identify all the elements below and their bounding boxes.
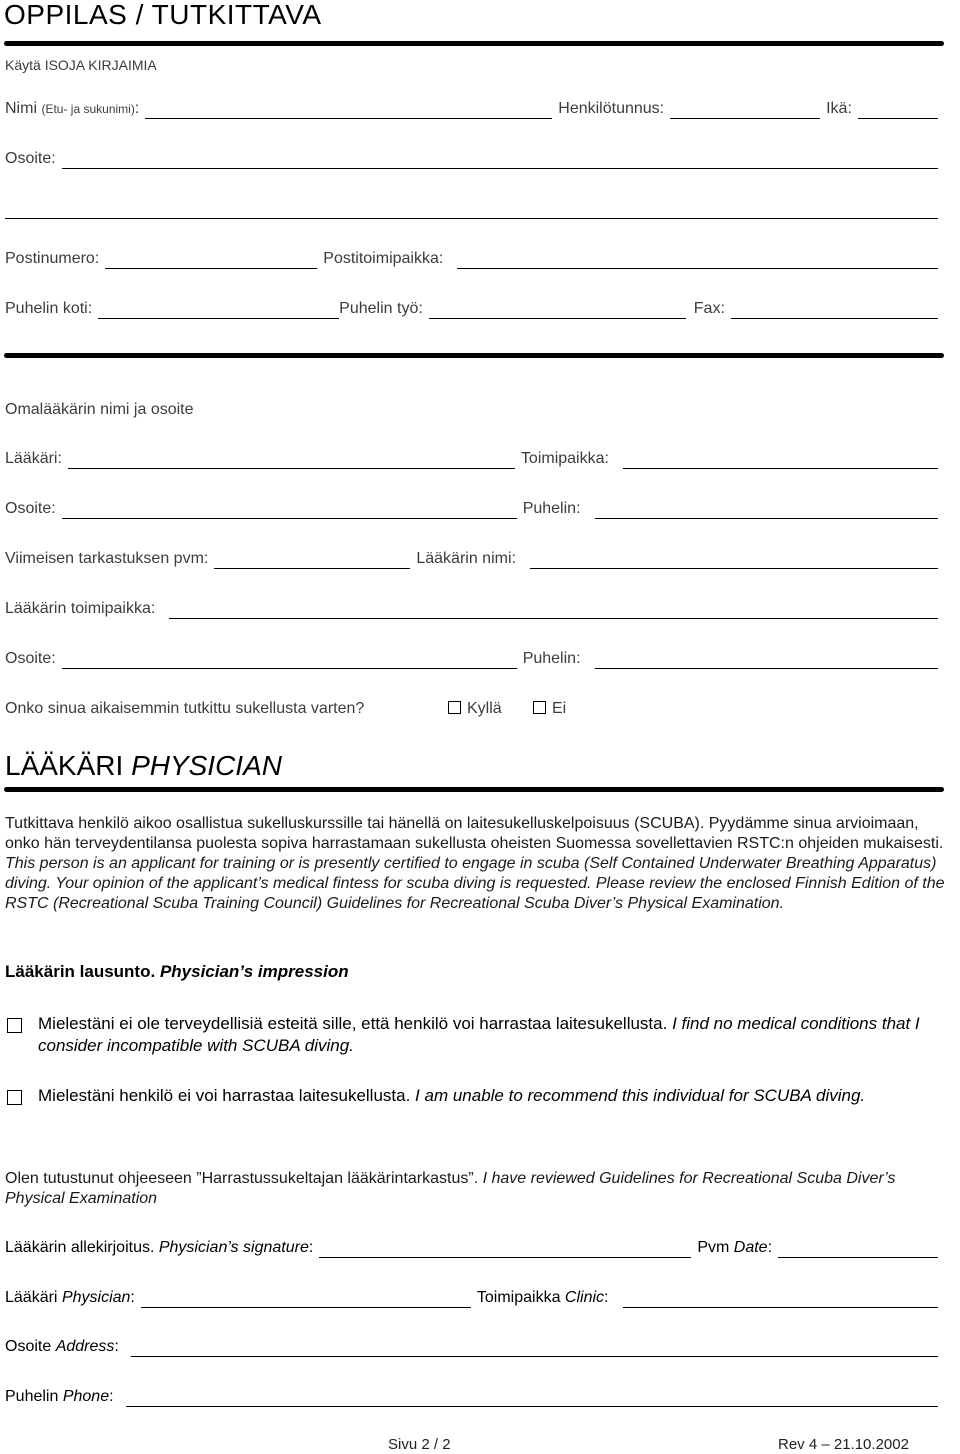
physician-heading	[5, 749, 282, 783]
physician-intro	[5, 814, 948, 914]
reviewed-statement	[5, 1169, 948, 1209]
option1-en: I find no medical conditions that I consider incompatible with SCUBA diving.	[38, 1014, 920, 1055]
revision-text: Rev 4 – 21.10.2002	[778, 1436, 909, 1453]
gp-address2-field[interactable]	[62, 654, 517, 669]
age-field[interactable]	[858, 104, 938, 119]
gp-address-row	[5, 499, 938, 519]
city-field[interactable]	[457, 254, 938, 269]
phone-home-label: Puhelin koti:	[5, 300, 93, 317]
address-row	[5, 149, 938, 169]
physician-divider	[4, 787, 944, 792]
postcode-label: Postinumero:	[5, 250, 100, 267]
yes-checkbox[interactable]	[448, 701, 461, 714]
signature-row	[5, 1238, 938, 1258]
gp-office-field[interactable]	[623, 454, 938, 469]
option2-checkbox[interactable]	[7, 1090, 22, 1105]
option2-fi: Mielestäni henkilö ei voi harrastaa laitesukellusta.	[38, 1086, 411, 1105]
doctor-office-label: Lääkärin toimipaikka:	[5, 600, 156, 617]
signature-label: Lääkärin allekirjoitus. Physician’s signature:	[5, 1239, 314, 1256]
statement-heading-en: Physician’s impression	[159, 962, 349, 981]
date-label: Pvm Date:	[697, 1239, 773, 1256]
address-field-2[interactable]	[5, 204, 938, 219]
option1-checkbox[interactable]	[7, 1018, 22, 1033]
last-check-field[interactable]	[214, 554, 410, 569]
statement-heading-fi: Lääkärin lausunto.	[5, 962, 156, 981]
page-title: OPPILAS / TUTKITTAVA	[4, 0, 322, 30]
option2-en: I am unable to recommend this individual for SCUBA diving.	[415, 1086, 866, 1105]
gp-doctor-label: Lääkäri:	[5, 450, 62, 467]
name-label: Nimi (Etu- ja sukunimi):	[5, 100, 140, 117]
physician-phone-field[interactable]	[126, 1392, 938, 1407]
address-field[interactable]	[62, 154, 938, 169]
last-check-row	[5, 549, 938, 569]
physician-field[interactable]	[141, 1293, 471, 1308]
gp-address-field[interactable]	[62, 504, 517, 519]
section-divider	[4, 353, 944, 358]
last-check-label: Viimeisen tarkastuksen pvm:	[5, 550, 209, 567]
postcode-field[interactable]	[105, 254, 317, 269]
name-row	[5, 99, 938, 119]
physician-heading-fi: LÄÄKÄRI	[5, 750, 124, 781]
gp-phone2-field[interactable]	[595, 654, 938, 669]
gp-office-label: Toimipaikka:	[520, 450, 609, 467]
doctor-office-row	[5, 599, 938, 619]
doctor-name-label: Lääkärin nimi:	[416, 550, 516, 567]
physician-heading-en: PHYSICIAN	[131, 750, 282, 781]
ssn-field[interactable]	[670, 104, 820, 119]
option1-text	[38, 1013, 950, 1057]
phone-work-field[interactable]	[429, 304, 686, 319]
gp-address2-row	[5, 649, 938, 669]
clinic-field[interactable]	[623, 1293, 939, 1308]
no-label: Ei	[552, 700, 567, 717]
statement-heading	[5, 961, 349, 983]
doctor-office-field[interactable]	[169, 604, 938, 619]
gp-doctor-row	[5, 449, 938, 469]
doctor-name-field[interactable]	[530, 554, 938, 569]
address-label: Osoite:	[5, 150, 56, 167]
physician-address-field[interactable]	[131, 1342, 938, 1357]
date-field[interactable]	[778, 1243, 938, 1258]
gp-address-label: Osoite:	[5, 500, 56, 517]
prev-exam-question: Onko sinua aikaisemmin tutkittu sukellusta varten?	[5, 700, 365, 717]
physician-address-row	[5, 1337, 938, 1357]
gp-phone-field[interactable]	[595, 504, 938, 519]
no-option[interactable]	[533, 699, 566, 719]
signature-field[interactable]	[319, 1243, 691, 1258]
fax-label: Fax:	[693, 300, 725, 317]
phone-row	[5, 299, 938, 319]
option2-text	[38, 1085, 958, 1107]
ssn-label: Henkilötunnus:	[558, 100, 665, 117]
phone-home-field[interactable]	[98, 304, 339, 319]
clinic-label: Toimipaikka Clinic:	[476, 1289, 609, 1306]
intro-en: This person is an applicant for training or is presently certified to engage in scuba (Self Contained Underwater Breathing Apparatus) diving. Your opinion of the applicant’s medical fintess for scuba diving is requested. Please review the enclosed Finnish Edition of the RSTC (Recreational Scuba Training Council) Guidelines for Recreational Scuba Diver’s Physical Examination.	[5, 855, 945, 912]
yes-label: Kyllä	[467, 700, 502, 717]
option1-fi: Mielestäni ei ole terveydellisiä esteitä sille, että henkilö voi harrastaa laitesukellusta.	[38, 1014, 668, 1033]
city-label: Postitoimipaikka:	[323, 250, 444, 267]
name-field[interactable]	[145, 104, 552, 119]
page-number: Sivu 2 / 2	[388, 1436, 451, 1453]
yes-option[interactable]	[448, 699, 502, 719]
fax-field[interactable]	[731, 304, 938, 319]
intro-fi: Tutkittava henkilö aikoo osallistua sukelluskurssille tai hänellä on laitesukelluskelpoisuus (SCUBA). Pyydämme sinua arvioimaan, onko hän terveydentilansa puolesta sopiva harrastamaan sukellusta oheisten Suomessa sovellettavien RSTC:n ohjeiden mukaisesti.	[5, 815, 944, 852]
gp-phone2-label: Puhelin:	[522, 650, 581, 667]
no-checkbox[interactable]	[533, 701, 546, 714]
physician-phone-label: Puhelin Phone:	[5, 1388, 114, 1405]
gp-doctor-field[interactable]	[68, 454, 515, 469]
age-label: Ikä:	[826, 100, 852, 117]
physician-clinic-row	[5, 1288, 938, 1308]
physician-address-label: Osoite Address:	[5, 1338, 119, 1355]
reviewed-en: I have reviewed Guidelines for Recreational Scuba Diver’s Physical Examination	[5, 1170, 896, 1207]
instruction-text: Käytä ISOJA KIRJAIMIA	[5, 57, 157, 73]
gp-section-label: Omalääkärin nimi ja osoite	[5, 401, 194, 418]
gp-phone-label: Puhelin:	[522, 500, 581, 517]
postcode-row	[5, 249, 938, 269]
gp-address2-label: Osoite:	[5, 650, 56, 667]
reviewed-fi: Olen tutustunut ohjeeseen ”Harrastussukeltajan lääkärintarkastus”.	[5, 1170, 479, 1187]
phone-work-label: Puhelin työ:	[339, 300, 423, 317]
title-divider	[4, 41, 944, 46]
physician-phone-row	[5, 1387, 938, 1407]
physician-label: Lääkäri Physician:	[5, 1289, 135, 1306]
